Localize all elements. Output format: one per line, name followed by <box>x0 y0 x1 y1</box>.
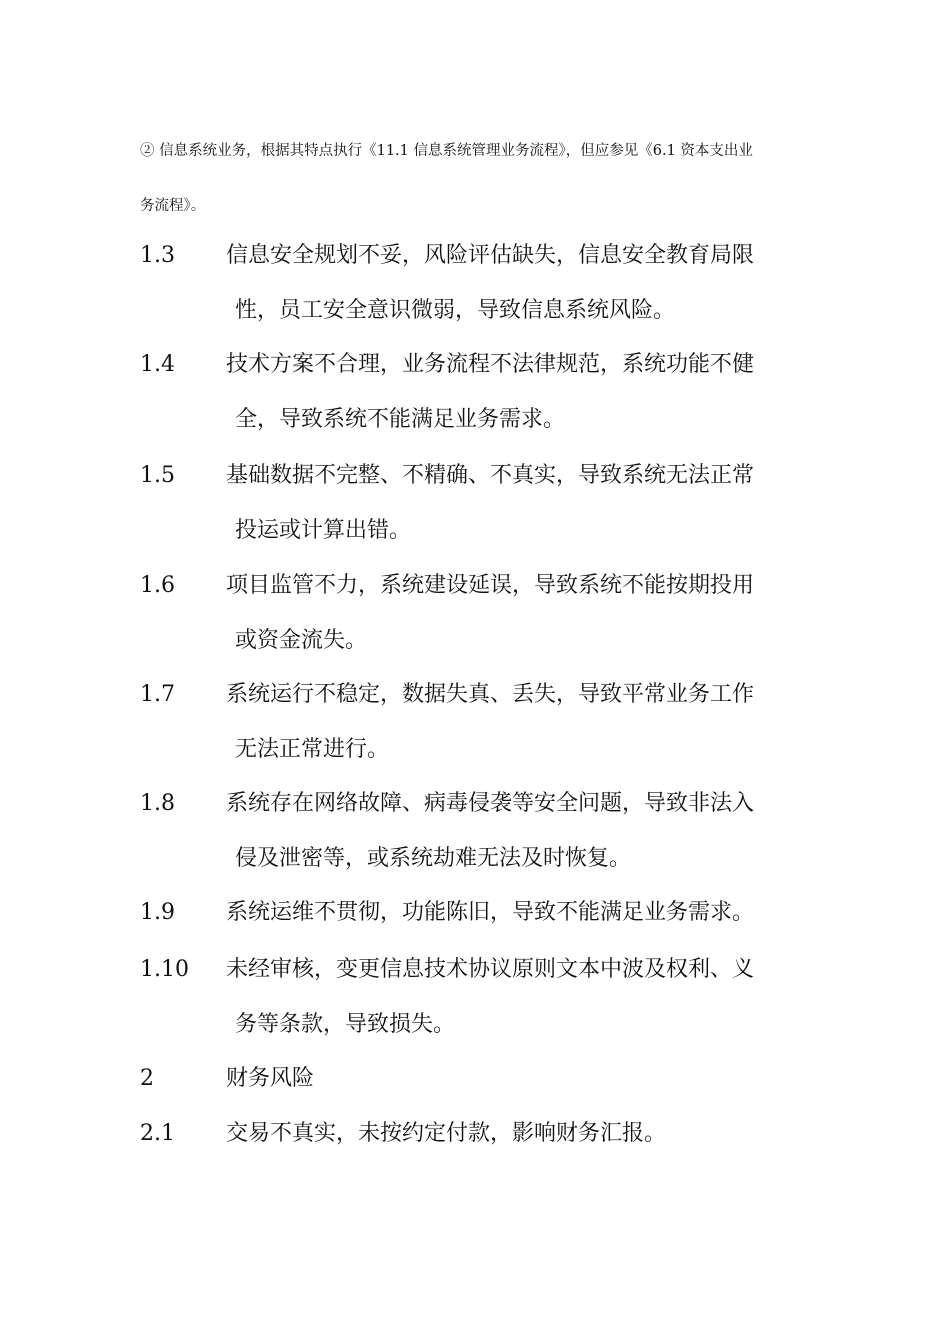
item-number: 1.5 <box>140 463 175 488</box>
item-text-line-2: 侵及泄密等，或系统劫难无法及时恢复。 <box>235 846 632 871</box>
item-number: 1.6 <box>140 573 175 598</box>
intro-line-1: ② 信息系统业务，根据其特点执行《11.1 信息系统管理业务流程》，但应参见《6.1 资本支出业 <box>140 143 753 159</box>
item-number: 1.10 <box>140 957 189 982</box>
intro-line-2: 务流程》。 <box>140 198 206 214</box>
item-text-line-1: 交易不真实，未按约定付款，影响财务汇报。 <box>226 1121 667 1146</box>
item-number: 2.1 <box>140 1121 175 1146</box>
item-text-line-2: 投运或计算出错。 <box>235 518 412 543</box>
item-text-line-1: 基础数据不完整、不精确、不真实，导致系统无法正常 <box>226 463 755 488</box>
item-text-line-2: 全，导致系统不能满足业务需求。 <box>235 407 566 432</box>
item-number: 1.7 <box>140 682 175 707</box>
item-number: 1.8 <box>140 791 175 816</box>
item-text-line-1: 系统运行不稳定，数据失真、丢失，导致平常业务工作 <box>226 682 755 707</box>
item-text-line-2: 务等条款，导致损失。 <box>235 1012 456 1037</box>
item-text-line-1: 未经审核，变更信息技术协议原则文本中波及权利、义 <box>226 957 755 982</box>
item-text-line-1: 信息安全规划不妥，风险评估缺失，信息安全教育局限 <box>226 243 755 268</box>
item-text-line-1: 系统运维不贯彻，功能陈旧，导致不能满足业务需求。 <box>226 900 755 925</box>
section-number: 2 <box>140 1066 154 1091</box>
item-text-line-2: 性，员工安全意识微弱，导致信息系统风险。 <box>235 298 676 323</box>
item-text-line-2: 无法正常进行。 <box>235 737 390 762</box>
item-text-line-1: 项目监管不力，系统建设延误，导致系统不能按期投用 <box>226 573 755 598</box>
item-text-line-1: 技术方案不合理，业务流程不法律规范，系统功能不健 <box>226 352 755 377</box>
item-text-line-2: 或资金流失。 <box>235 628 368 653</box>
item-number: 1.9 <box>140 900 175 925</box>
section-title: 财务风险 <box>226 1066 315 1091</box>
item-number: 1.4 <box>140 352 175 377</box>
item-number: 1.3 <box>140 243 175 268</box>
item-text-line-1: 系统存在网络故障、病毒侵袭等安全问题，导致非法入 <box>226 791 755 816</box>
